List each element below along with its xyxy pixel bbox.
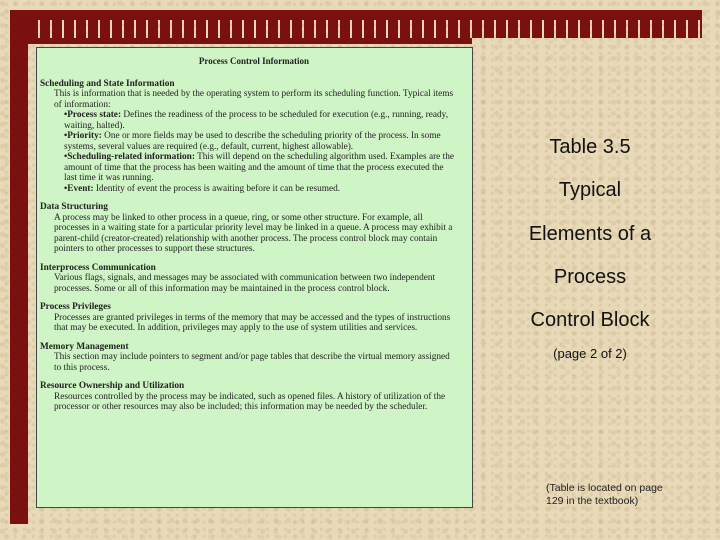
- section-body: This is information that is needed by the operating system to perform its scheduling function. Typical items of information:: [54, 89, 454, 110]
- decorative-top-bar: [10, 10, 690, 20]
- section-heading: Process Privileges: [40, 302, 111, 312]
- slide-title-line4: Process: [553, 266, 627, 288]
- section-heading: Data Structuring: [40, 202, 108, 212]
- section-heading: Memory Management: [40, 341, 129, 352]
- table-title: Process Control Information: [198, 56, 310, 66]
- section-scheduling: [40, 79, 468, 195]
- decorative-top-stripes: [28, 20, 702, 38]
- page-indicator: (page 2 of 2): [553, 346, 627, 361]
- decorative-left-bar-inner: [20, 20, 28, 524]
- decorative-top-bar-extension: [690, 10, 702, 20]
- decorative-top-inner-bar: [28, 38, 472, 44]
- section-process-privileges: [40, 302, 468, 334]
- section-heading: Interprocess Communication: [40, 262, 156, 273]
- section-heading: Scheduling and State Information: [40, 78, 175, 89]
- bullet-item: •Event: Identity of event the process is awaiting before it can be resumed.: [64, 183, 341, 194]
- section-body: This section may include pointers to segment and/or page tables that describe the virtual memory assigned to this process.: [54, 352, 450, 373]
- slide-title-line2: Typical: [558, 179, 622, 201]
- section-data-structuring: [40, 202, 468, 255]
- bullet-list: [40, 110, 468, 194]
- section-body: Resources controlled by the process may be indicated, such as opened files. A history of utilization of the processor or other resources may also be included; this information may be needed by the scheduler.: [54, 391, 446, 412]
- slide-title-line1: Table 3.5: [549, 136, 631, 158]
- process-control-table: [36, 47, 473, 508]
- section-body: A process may be linked to other process in a queue, ring, or some other structure. For example, all processes in a waiting state for a particular priority level may be linked in a queue. A process may exhibit a parent-child (creator-created) relationship with another process. The process control block may contain pointers to other processes to support these structures.: [54, 212, 453, 254]
- section-interprocess-communication: [40, 263, 468, 295]
- slide-title-line5: Control Block: [530, 309, 650, 331]
- slide-title-line3: Elements of a: [528, 223, 652, 245]
- section-body: Processes are granted privileges in terms of the memory that may be accessed and the types of instructions that may be executed. In addition, privileges may apply to the use of system utilities and services.: [54, 312, 451, 333]
- section-memory-management: [40, 342, 468, 374]
- bullet-item: •Process state: Defines the readiness of the process to be scheduled for execution (e.g., running, ready, waiting, halted).: [64, 110, 449, 131]
- section-body: Various flags, signals, and messages may be associated with communication between two independent processes. Some or all of this information may be maintained in the process control block.: [54, 273, 436, 294]
- bullet-item: •Scheduling-related information: This will depend on the scheduling algorithm used. Examples are the amount of time that the process has been waiting and the amount of time that the process executed the last time it was running.: [64, 152, 454, 183]
- textbook-note: (Table is located on page 129 in the textbook): [546, 482, 663, 507]
- section-resource-ownership: [40, 381, 468, 413]
- decorative-left-bar: [10, 10, 20, 524]
- bullet-item: •Priority: One or more fields may be used to describe the scheduling priority of the process. In some systems, several values are required (e.g., default, current, highest allowable).: [64, 131, 441, 152]
- section-heading: Resource Ownership and Utilization: [40, 381, 185, 391]
